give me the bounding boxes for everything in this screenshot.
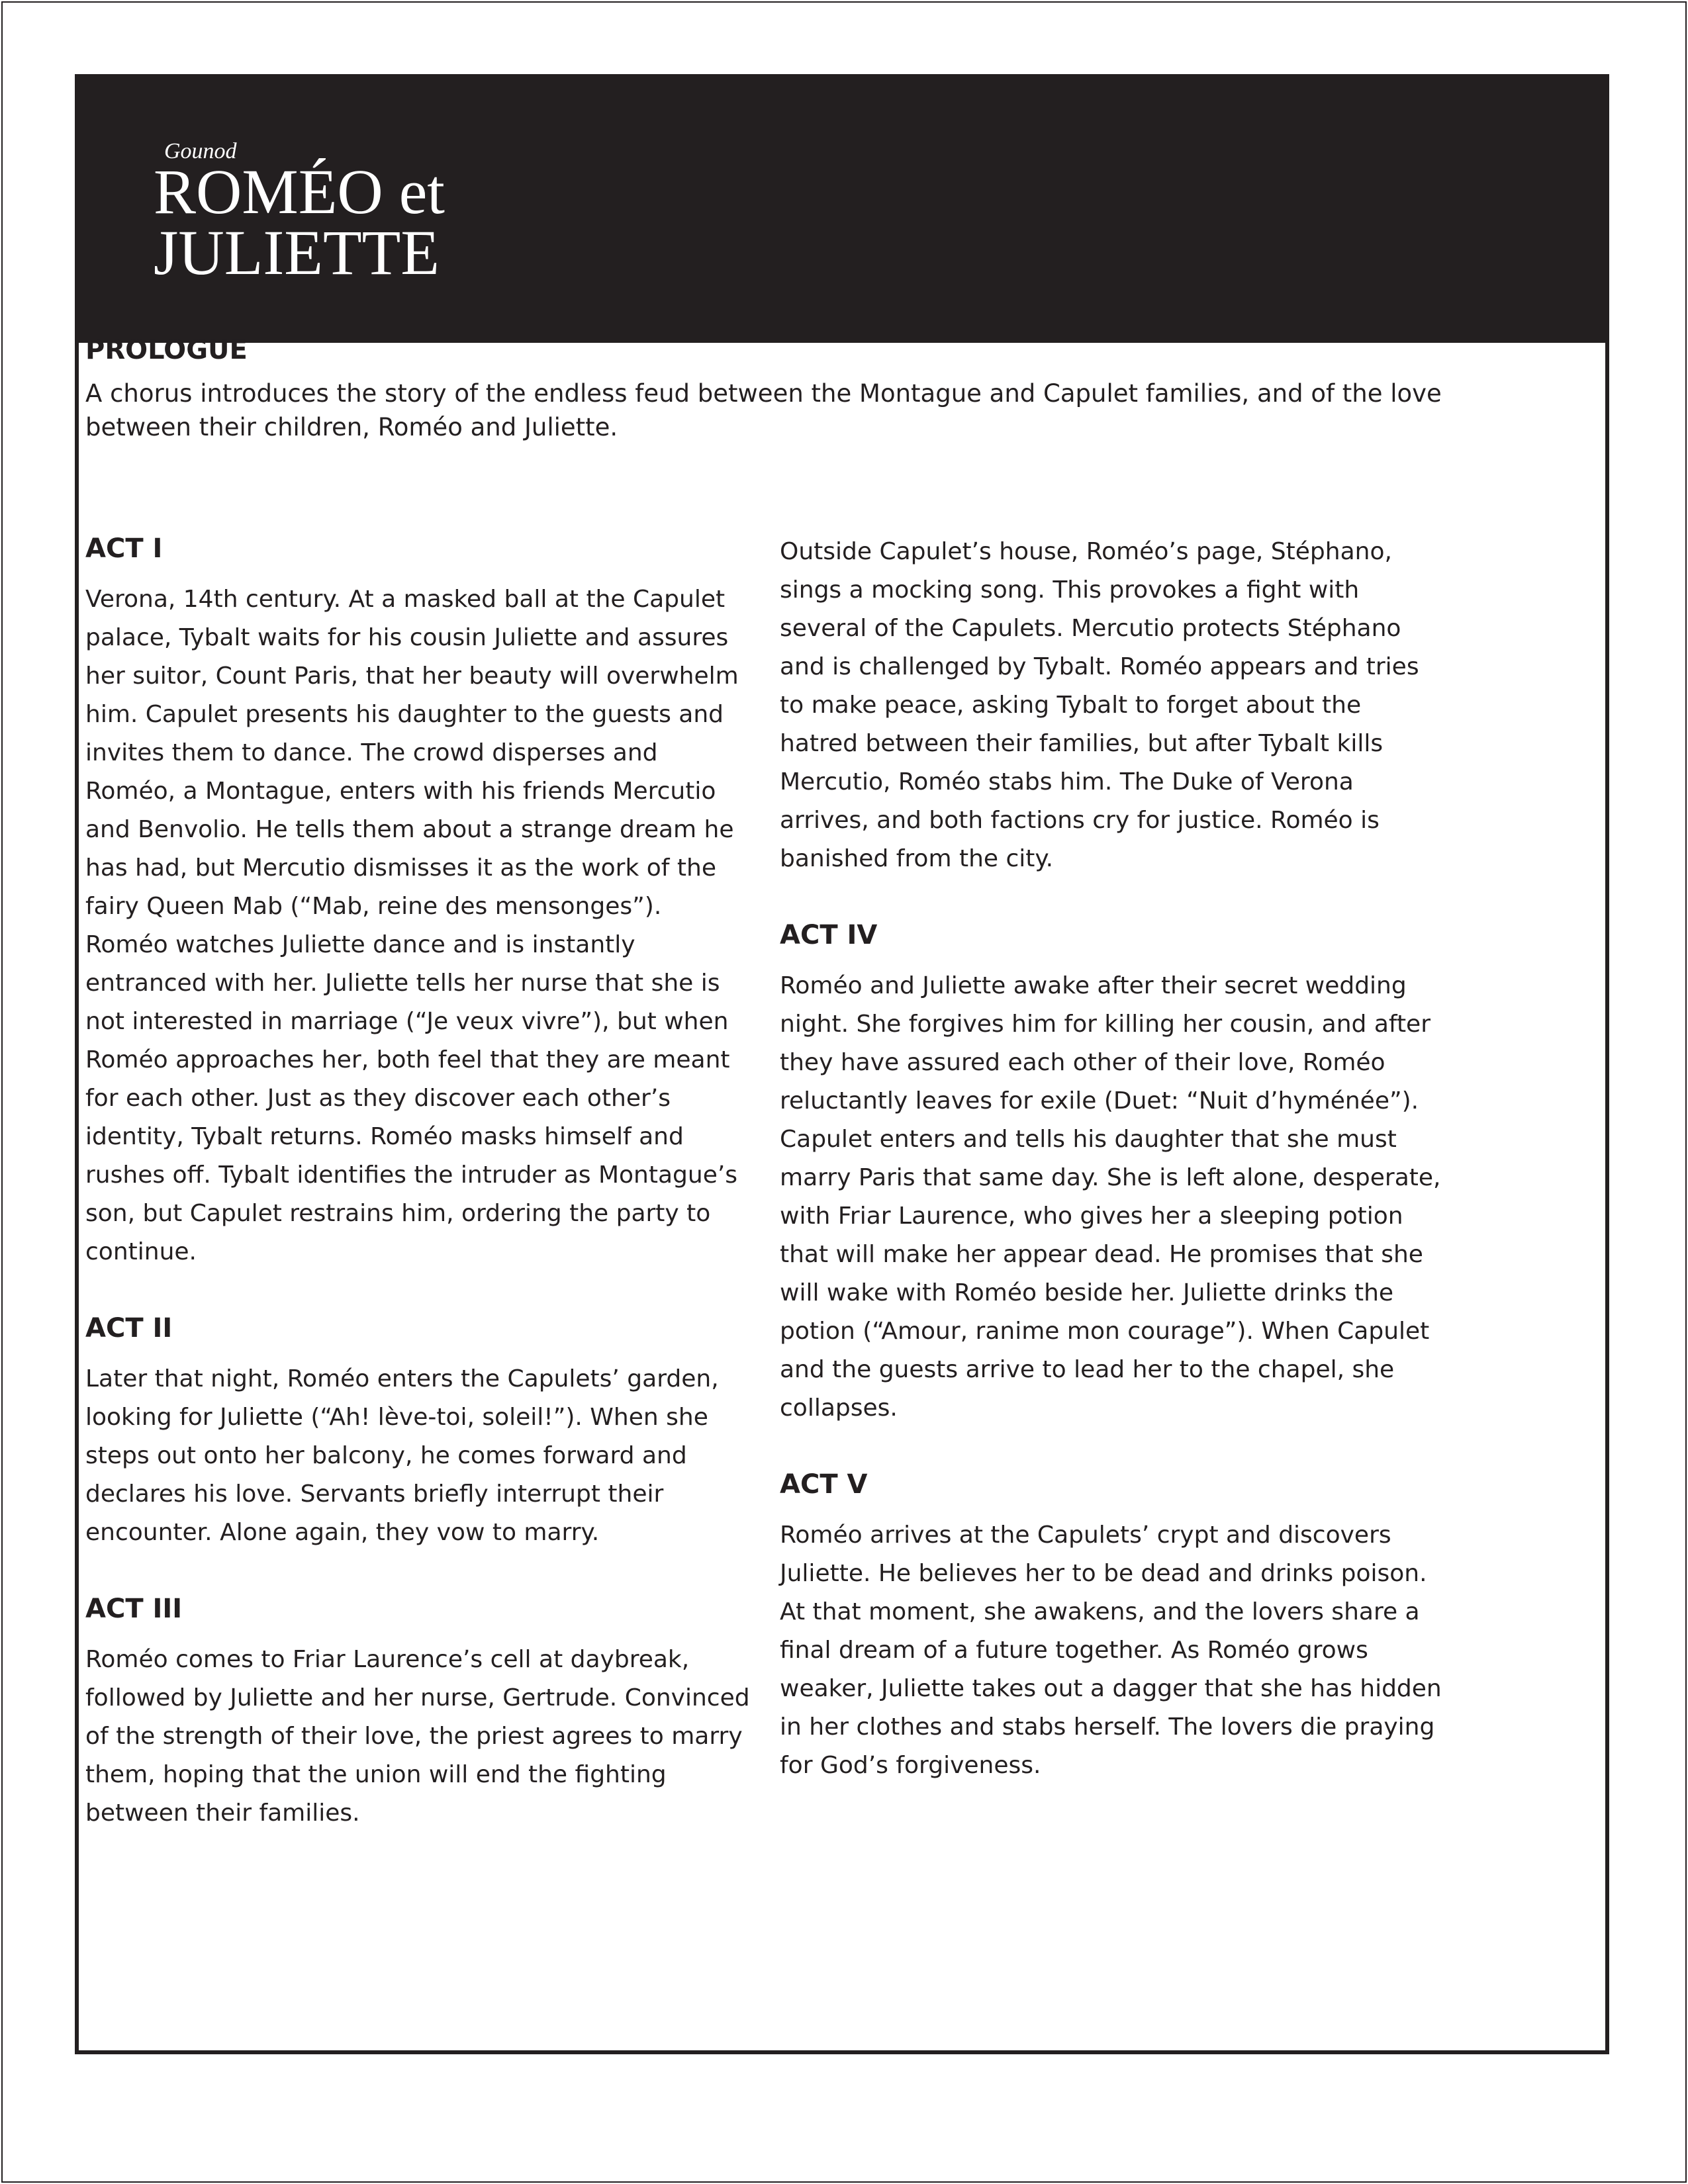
title-banner (79, 78, 1605, 343)
act-1-heading: ACT I (85, 533, 163, 564)
opera-title-line-2: JULIETTE (154, 217, 440, 288)
act-3-heading: ACT III (85, 1594, 183, 1624)
act-5-section (780, 1469, 1445, 1785)
act-4-text: Roméo and Juliette awake after their secret wedding night. She forgives him for killing her cousin, and after they have assured each other of their love, Roméo reluctantly leaves for exile (Duet: “Nuit d’hyménée”). Capulet enters and tells his daughter that she must marry Paris that same day. She is left alone, desperate, with Friar Laurence, who gives her a sleeping potion that will make her appear dead. He promises that she will wake with Roméo beside her. Juliette drinks the potion (“Amour, ranime mon courage”). When Capulet and the guests arrive to lead her to the chapel, she collapses. (780, 972, 1441, 1422)
act-2-section (85, 1312, 751, 1552)
act-4-section (780, 919, 1445, 1428)
prologue-section (85, 334, 1495, 444)
opera-title-line-1: ROMÉO et (154, 156, 445, 227)
left-column (85, 533, 751, 1874)
act-3-section (85, 1593, 751, 1833)
prologue-text: A chorus introduces the story of the endless feud between the Montague and Capulet families, and of the love between their children, Roméo and Juliette. (85, 379, 1442, 441)
act-3-continuation (780, 533, 1445, 878)
act-4-heading: ACT IV (780, 920, 878, 950)
act-3-text: Roméo comes to Friar Laurence’s cell at daybreak, followed by Juliette and her nurse, Gertrude. Convinced of the strength of their love, the priest agrees to marry them, hoping that the union will end the fighting between their families. (85, 1646, 750, 1827)
opera-title (154, 156, 445, 288)
act-1-section (85, 533, 751, 1271)
act-1-text: Verona, 14th century. At a masked ball at the Capulet palace, Tybalt waits for his cousin Juliette and assures her suitor, Count Paris, that her beauty will overwhelm him. Capulet presents his daughter to the guests and invites them to dance. The crowd disperses and Roméo, a Montague, enters with his friends Mercutio and Benvolio. He tells them about a strange dream he has had, but Mercutio dismisses it as the work of the fairy Queen Mab (“Mab, reine des mensonges”). Roméo watches Juliette dance and is instantly entranced with her. Juliette tells her nurse that she is not interested in marriage (“Je veux vivre”), but when Roméo approaches her, both feel that they are meant for each other. Just as they discover each other’s identity, Tybalt returns. Roméo masks himself and rushes off. Tybalt identifies the intruder as Montague’s son, but Capulet restrains him, ordering the party to continue. (85, 586, 739, 1265)
act-5-text: Roméo arrives at the Capulets’ crypt and discovers Juliette. He believes her to be dead and drinks poison. At that moment, she awakens, and the lovers share a final dream of a future together. As Roméo grows weaker, Juliette takes out a dagger that she has hidden in her clothes and stabs herself. The lovers die praying for God’s forgiveness. (780, 1522, 1442, 1779)
composer-name: Gounod (164, 139, 237, 163)
act-3-continuation-text: Outside Capulet’s house, Roméo’s page, Stéphano, sings a mocking song. This provokes a fight with several of the Capulets. Mercutio protects Stéphano and is challenged by Tybalt. Roméo appears and tries to make peace, asking Tybalt to forget about the hatred between their families, but after Tybalt kills Mercutio, Roméo stabs him. The Duke of Verona arrives, and both factions cry for justice. Roméo is banished from the city. (780, 538, 1419, 872)
act-5-heading: ACT V (780, 1469, 868, 1500)
act-2-text: Later that night, Roméo enters the Capulets’ garden, looking for Juliette (“Ah! lève-toi, soleil!”). When she steps out onto her balcony, he comes forward and declares his love. Servants briefly interrupt their encounter. Alone again, they vow to marry. (85, 1365, 719, 1546)
right-column (780, 533, 1445, 1826)
prologue-heading: PROLOGUE (85, 335, 248, 365)
act-2-heading: ACT II (85, 1313, 173, 1343)
